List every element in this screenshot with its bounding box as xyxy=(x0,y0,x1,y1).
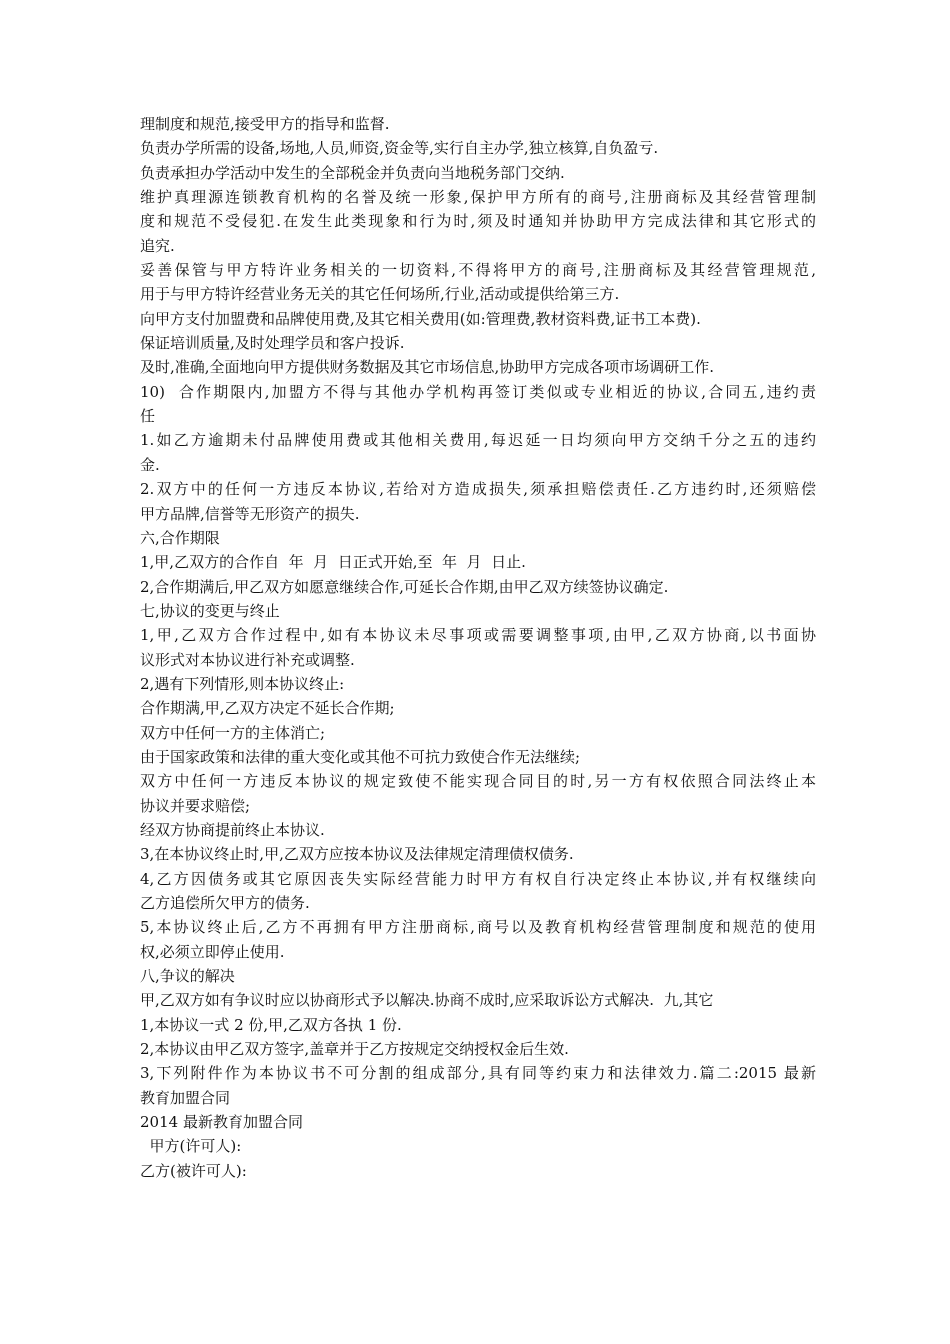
document-page xyxy=(140,112,816,1183)
text-line: 妥善保管与甲方特许业务相关的一切资料,不得将甲方的商号,注册商标及其经营管理规范, xyxy=(140,261,816,280)
text-line: 2,合作期满后,甲乙双方如愿意继续合作,可延长合作期,由甲乙双方续签协议确定. xyxy=(140,577,669,596)
text-line: 维护真理源连锁教育机构的名誉及统一形象,保护甲方所有的商号,注册商标及其经营管理制 xyxy=(140,188,816,207)
text-line: 5,本协议终止后,乙方不再拥有甲方注册商标,商号以及教育机构经营管理制度和规范的使用 xyxy=(140,918,816,937)
text-line: 由于国家政策和法律的重大变化或其他不可抗力致使合作无法继续; xyxy=(140,747,581,766)
text-line: 理制度和规范,接受甲方的指导和监督. xyxy=(140,115,390,133)
text-line: 用于与甲方特许经营业务无关的其它任何场所,行业,活动或提供给第三方. xyxy=(140,285,620,304)
text-line: 2014 最新教育加盟合同 xyxy=(140,1113,303,1132)
text-line: 经双方协商提前终止本协议. xyxy=(140,820,325,839)
text-line: 协议并要求赔偿; xyxy=(140,796,251,815)
text-line: 甲,乙双方如有争议时应以协商形式予以解决.协商不成时,应采取诉讼方式解决. 九,其它 xyxy=(140,991,714,1010)
text-line: 七,协议的变更与终止 xyxy=(140,601,280,620)
text-line: 1,甲,乙双方的合作自 年 月 日正式开始,至 年 月 日止. xyxy=(140,553,526,572)
text-line: 双方中任何一方的主体消亡; xyxy=(140,723,326,742)
text-line: 2,遇有下列情形,则本协议终止: xyxy=(140,674,345,693)
text-line: 1.如乙方逾期未付品牌使用费或其他相关费用,每迟延一日均须向甲方交纳千分之五的违约 xyxy=(140,431,816,450)
text-line: 甲方(许可人): xyxy=(140,1137,242,1156)
text-line: 负责承担办学活动中发生的全部税金并负责向当地税务部门交纳. xyxy=(140,163,565,182)
text-line: 10) 合作期限内,加盟方不得与其他办学机构再签订类似或专业相近的协议,合同五,违约责 xyxy=(140,382,816,401)
text-line: 乙方追偿所欠甲方的债务. xyxy=(140,894,310,912)
text-line: 追究. xyxy=(140,236,175,255)
text-line: 八,争议的解决 xyxy=(140,967,235,986)
text-line: 度和规范不受侵犯.在发生此类现象和行为时,须及时通知并协助甲方完成法律和其它形式的 xyxy=(140,212,816,231)
text-line: 金. xyxy=(140,455,160,474)
text-line: 负责办学所需的设备,场地,人员,师资,资金等,实行自主办学,独立核算,自负盈亏. xyxy=(140,139,659,158)
text-line: 六,合作期限 xyxy=(140,528,220,547)
text-line: 2.双方中的任何一方违反本协议,若给对方造成损失,须承担赔偿责任.乙方违约时,还须赔偿 xyxy=(140,480,816,499)
text-line: 甲方品牌,信誉等无形资产的损失. xyxy=(140,504,360,523)
text-line: 向甲方支付加盟费和品牌使用费,及其它相关费用(如:管理费,教材资料费,证书工本费). xyxy=(140,309,701,328)
text-line: 3,下列附件作为本协议书不可分割的组成部分,具有同等约束力和法律效力.篇二:2015 最新 xyxy=(140,1064,816,1083)
text-line: 4,乙方因债务或其它原因丧失实际经营能力时甲方有权自行决定终止本协议,并有权继续向 xyxy=(140,869,816,888)
text-line: 1,本协议一式 2 份,甲,乙双方各执 1 份. xyxy=(140,1015,402,1034)
text-line: 1,甲,乙双方合作过程中,如有本协议未尽事项或需要调整事项,由甲,乙双方协商,以书面协 xyxy=(140,626,816,645)
text-line: 权,必须立即停止使用. xyxy=(140,942,285,961)
text-line: 合作期满,甲,乙双方决定不延长合作期; xyxy=(140,699,395,718)
text-line: 保证培训质量,及时处理学员和客户投诉. xyxy=(140,334,405,353)
text-line: 乙方(被许可人): xyxy=(140,1161,247,1180)
text-line: 3,在本协议终止时,甲,乙双方应按本协议及法律规定清理债权债务. xyxy=(140,845,574,864)
text-line: 任 xyxy=(140,407,156,426)
text-line: 议形式对本协议进行补充或调整. xyxy=(140,650,355,669)
text-line: 2,本协议由甲乙双方签字,盖章并于乙方按规定交纳授权金后生效. xyxy=(140,1040,569,1059)
text-line: 双方中任何一方违反本协议的规定致使不能实现合同目的时,另一方有权依照合同法终止本 xyxy=(140,772,816,791)
text-line: 教育加盟合同 xyxy=(140,1088,231,1107)
text-line: 及时,准确,全面地向甲方提供财务数据及其它市场信息,协助甲方完成各项市场调研工作. xyxy=(140,358,715,377)
